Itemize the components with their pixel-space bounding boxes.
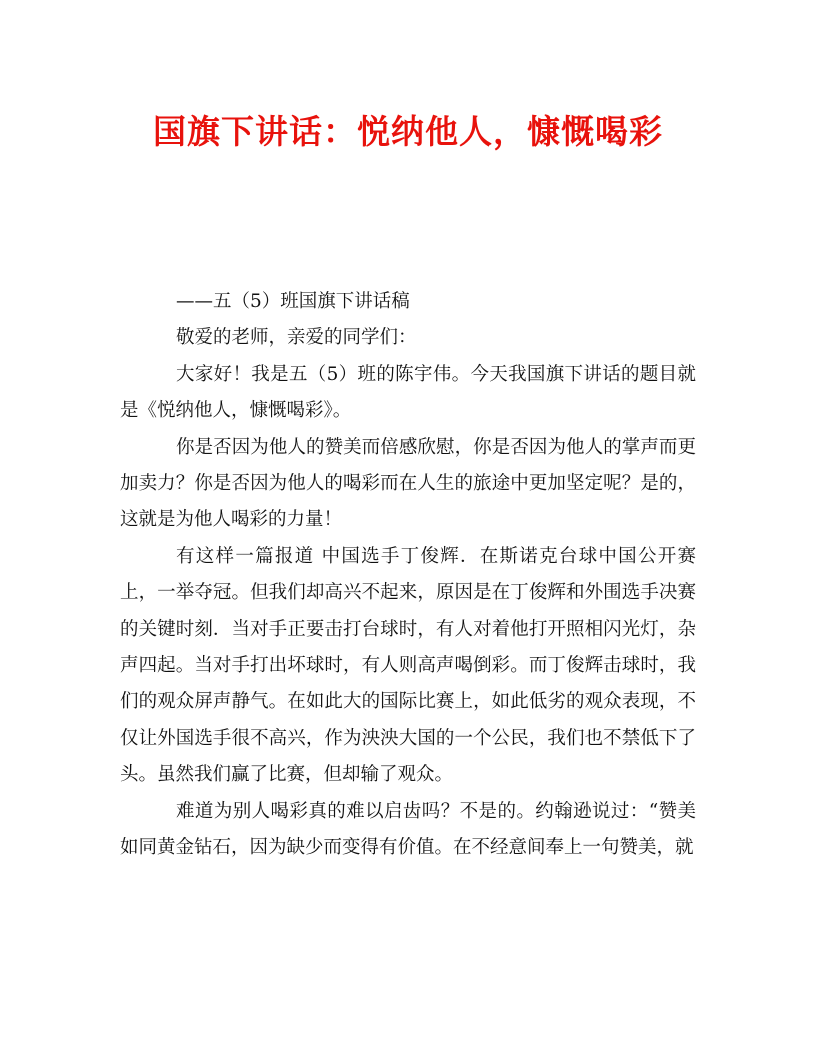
salutation: 敬爱的老师，亲爱的同学们： [176, 327, 417, 349]
document-title: 国旗下讲话：悦纳他人，慷慨喝彩 [153, 112, 663, 151]
body-paragraph: 大家好！我是五（5）班的陈宇伟。今天我国旗下讲话的题目就是《悦纳他人，慷慨喝彩》。 [120, 363, 696, 422]
body-paragraph: 有这样一篇报道 中国选手丁俊辉．在斯诺克台球中国公开赛上，一举夺冠。但我们却高兴不起来，原因是在丁俊辉和外围选手决赛的关键时刻．当对手正要击打台球时，有人对着他打开照相闪光灯，杂声四起。当对手打出坏球时，有人则高声喝倒彩。而丁俊辉击球时，我们的观众屏声静气。在如此大的国际比赛上，如此低劣的观众表现，不仅让外国选手很不高兴，作为泱泱大国的一个公民，我们也不禁低下了头。虽然我们赢了比赛，但却输了观众。 [120, 545, 696, 786]
document-body [120, 284, 696, 867]
body-paragraph: 难道为别人喝彩真的难以启齿吗？不是的。约翰逊说过：“赞美如同黄金钻石，因为缺少而变得有价值。在不经意间奉上一句赞美，就 [120, 800, 696, 859]
body-paragraph: 你是否因为他人的赞美而倍感欣慰，你是否因为他人的掌声而更加卖力？你是否因为他人的喝彩而在人生的旅途中更加坚定呢？是的，这就是为他人喝彩的力量！ [120, 436, 696, 531]
subtitle-line: ——五（5）班国旗下讲话稿 [176, 291, 410, 312]
